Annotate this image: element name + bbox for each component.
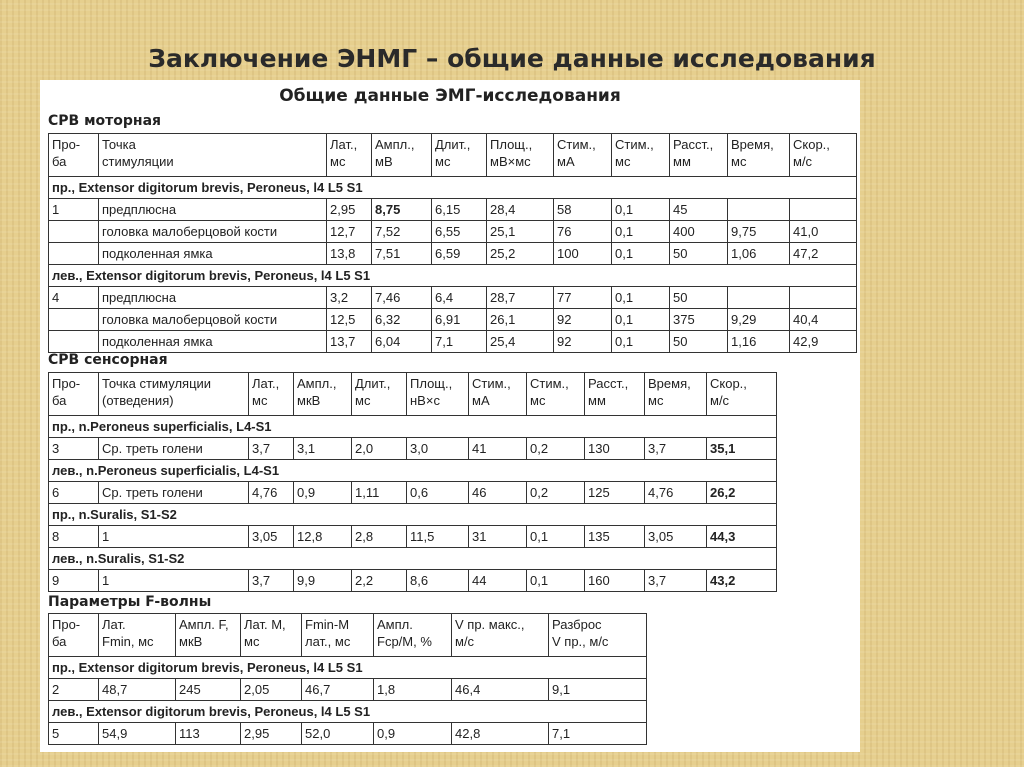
column-header bbox=[302, 614, 374, 657]
column-header-line: мс bbox=[648, 393, 664, 408]
table-cell: 2,8 bbox=[352, 526, 407, 548]
table-cell: 41 bbox=[469, 438, 527, 460]
table-cell: 25,1 bbox=[487, 221, 554, 243]
table-cell: предплюсна bbox=[99, 287, 327, 309]
column-header-line: мс bbox=[330, 154, 346, 169]
column-header-line: мВ×мс bbox=[490, 154, 531, 169]
table-cell bbox=[728, 287, 790, 309]
column-header-line: Ампл., bbox=[375, 137, 415, 152]
table-cell bbox=[790, 287, 857, 309]
column-header-line: Ампл. bbox=[377, 617, 413, 632]
table-cell: 6 bbox=[49, 482, 99, 504]
column-header-line: Расст., bbox=[588, 376, 629, 391]
column-header-line: ба bbox=[52, 154, 67, 169]
table-row bbox=[49, 199, 857, 221]
table-cell: 0,1 bbox=[612, 221, 670, 243]
table-cell: 3,7 bbox=[645, 438, 707, 460]
group-row bbox=[49, 265, 857, 287]
table-cell: 52,0 bbox=[302, 723, 374, 745]
column-header-line: мс bbox=[731, 154, 747, 169]
table-cell: 46,7 bbox=[302, 679, 374, 701]
column-header bbox=[352, 373, 407, 416]
table-cell: 50 bbox=[670, 287, 728, 309]
table-cell: 42,8 bbox=[452, 723, 549, 745]
table-cell: 35,1 bbox=[707, 438, 777, 460]
table-cell: 3,05 bbox=[645, 526, 707, 548]
column-header-line: Разброс bbox=[552, 617, 602, 632]
column-header-line: мс bbox=[615, 154, 631, 169]
table-cell: 28,7 bbox=[487, 287, 554, 309]
fwave-section-title: Параметры F-волны bbox=[48, 594, 212, 610]
table-cell: 5 bbox=[49, 723, 99, 745]
table-cell: 1,06 bbox=[728, 243, 790, 265]
column-header-line: Про- bbox=[52, 137, 81, 152]
column-header bbox=[432, 134, 487, 177]
group-label: лев., Extensor digitorum brevis, Peroneus, l4 L5 S1 bbox=[49, 265, 857, 287]
table-cell: 4 bbox=[49, 287, 99, 309]
table-cell: 3,7 bbox=[249, 570, 294, 592]
table-cell: 6,32 bbox=[372, 309, 432, 331]
table-cell: 46 bbox=[469, 482, 527, 504]
column-header-line: Время, bbox=[648, 376, 691, 391]
group-label: лев., n.Suralis, S1-S2 bbox=[49, 548, 777, 570]
group-row bbox=[49, 416, 777, 438]
table-cell: 8 bbox=[49, 526, 99, 548]
column-header-line: Площ., bbox=[490, 137, 533, 152]
group-label: лев., Extensor digitorum brevis, Peroneus, l4 L5 S1 bbox=[49, 701, 647, 723]
column-header-line: Точка bbox=[102, 137, 136, 152]
group-label: пр., n.Peroneus superficialis, L4-S1 bbox=[49, 416, 777, 438]
column-header-line: Про- bbox=[52, 376, 81, 391]
table-cell: 25,2 bbox=[487, 243, 554, 265]
table-row bbox=[49, 221, 857, 243]
table-cell: 0,1 bbox=[612, 331, 670, 353]
column-header bbox=[241, 614, 302, 657]
table-cell: Ср. треть голени bbox=[99, 482, 249, 504]
table-cell: 50 bbox=[670, 331, 728, 353]
column-header-line: мА bbox=[557, 154, 575, 169]
column-header-line: лат., мс bbox=[305, 634, 351, 649]
column-header bbox=[176, 614, 241, 657]
table-header-row bbox=[49, 134, 857, 177]
table-row bbox=[49, 287, 857, 309]
table-cell bbox=[49, 331, 99, 353]
column-header-line: нВ×с bbox=[410, 393, 440, 408]
column-header-line: Ампл., bbox=[297, 376, 337, 391]
column-header-line: ба bbox=[52, 393, 67, 408]
column-header bbox=[99, 134, 327, 177]
column-header-line: мкВ bbox=[179, 634, 203, 649]
column-header-line: V пр. макс., bbox=[455, 617, 525, 632]
table-cell: 6,15 bbox=[432, 199, 487, 221]
table-cell: 160 bbox=[585, 570, 645, 592]
column-header bbox=[707, 373, 777, 416]
table-cell: 6,55 bbox=[432, 221, 487, 243]
column-header bbox=[49, 134, 99, 177]
table-cell: 125 bbox=[585, 482, 645, 504]
table-cell: 47,2 bbox=[790, 243, 857, 265]
group-row bbox=[49, 657, 647, 679]
column-header bbox=[327, 134, 372, 177]
table-cell: 0,2 bbox=[527, 482, 585, 504]
column-header-line: Скор., bbox=[710, 376, 747, 391]
table-cell: 92 bbox=[554, 331, 612, 353]
column-header-line: Лат. М, bbox=[244, 617, 286, 632]
table-cell: 9 bbox=[49, 570, 99, 592]
table-cell: 28,4 bbox=[487, 199, 554, 221]
document-image bbox=[40, 80, 860, 752]
table-cell: 7,1 bbox=[549, 723, 647, 745]
table-cell: головка малоберцовой кости bbox=[99, 309, 327, 331]
table-row bbox=[49, 482, 777, 504]
table-cell: 0,1 bbox=[527, 570, 585, 592]
sensory-section-title: СРВ сенсорная bbox=[48, 352, 168, 368]
column-header-line: Стим., bbox=[557, 137, 596, 152]
column-header-line: м/с bbox=[455, 634, 475, 649]
column-header-line: Время, bbox=[731, 137, 774, 152]
column-header bbox=[585, 373, 645, 416]
table-cell: 2,0 bbox=[352, 438, 407, 460]
table-cell: 135 bbox=[585, 526, 645, 548]
column-header bbox=[549, 614, 647, 657]
column-header bbox=[374, 614, 452, 657]
table-cell: 245 bbox=[176, 679, 241, 701]
table-cell: 0,2 bbox=[527, 438, 585, 460]
table-cell: 3,7 bbox=[249, 438, 294, 460]
table-cell: 375 bbox=[670, 309, 728, 331]
table-cell: 3,05 bbox=[249, 526, 294, 548]
group-row bbox=[49, 701, 647, 723]
column-header bbox=[527, 373, 585, 416]
column-header-line: Стим., bbox=[472, 376, 511, 391]
table-cell: 44,3 bbox=[707, 526, 777, 548]
table-cell: 77 bbox=[554, 287, 612, 309]
column-header-line: м/с bbox=[793, 154, 813, 169]
table-cell: 46,4 bbox=[452, 679, 549, 701]
column-header-line: мм bbox=[673, 154, 691, 169]
table-cell: 42,9 bbox=[790, 331, 857, 353]
table-cell: 1 bbox=[99, 570, 249, 592]
table-cell: 76 bbox=[554, 221, 612, 243]
group-label: пр., Extensor digitorum brevis, Peroneus, l4 L5 S1 bbox=[49, 657, 647, 679]
column-header bbox=[487, 134, 554, 177]
table-cell bbox=[728, 199, 790, 221]
table-cell: 100 bbox=[554, 243, 612, 265]
table-cell: 48,7 bbox=[99, 679, 176, 701]
table-cell: 12,8 bbox=[294, 526, 352, 548]
table-cell: 0,6 bbox=[407, 482, 469, 504]
table-cell: 0,9 bbox=[374, 723, 452, 745]
table-row bbox=[49, 309, 857, 331]
column-header-line: Расст., bbox=[673, 137, 714, 152]
column-header bbox=[790, 134, 857, 177]
table-cell: 6,04 bbox=[372, 331, 432, 353]
group-label: пр., n.Suralis, S1-S2 bbox=[49, 504, 777, 526]
table-cell: 8,6 bbox=[407, 570, 469, 592]
table-cell: 92 bbox=[554, 309, 612, 331]
group-row bbox=[49, 548, 777, 570]
table-header-row bbox=[49, 373, 777, 416]
table-cell: 400 bbox=[670, 221, 728, 243]
column-header-line: ба bbox=[52, 634, 67, 649]
motor-section-title: СРВ моторная bbox=[48, 113, 162, 129]
table-cell: 1,8 bbox=[374, 679, 452, 701]
column-header bbox=[452, 614, 549, 657]
table-cell: 0,1 bbox=[527, 526, 585, 548]
table-cell: 13,8 bbox=[327, 243, 372, 265]
table-cell bbox=[49, 243, 99, 265]
table-cell: 1 bbox=[99, 526, 249, 548]
table-cell: 0,1 bbox=[612, 199, 670, 221]
table-cell bbox=[49, 221, 99, 243]
table-cell bbox=[790, 199, 857, 221]
table-cell: 13,7 bbox=[327, 331, 372, 353]
table-cell: 6,4 bbox=[432, 287, 487, 309]
column-header-line: мкВ bbox=[297, 393, 321, 408]
table-cell: 7,52 bbox=[372, 221, 432, 243]
table-cell: 43,2 bbox=[707, 570, 777, 592]
column-header bbox=[99, 614, 176, 657]
table-cell: подколенная ямка bbox=[99, 243, 327, 265]
column-header bbox=[469, 373, 527, 416]
table-cell: 45 bbox=[670, 199, 728, 221]
table-cell: 0,1 bbox=[612, 309, 670, 331]
table-cell: 26,1 bbox=[487, 309, 554, 331]
table-cell: 41,0 bbox=[790, 221, 857, 243]
group-label: пр., Extensor digitorum brevis, Peroneus, l4 L5 S1 bbox=[49, 177, 857, 199]
table-cell: 44 bbox=[469, 570, 527, 592]
column-header-line: мВ bbox=[375, 154, 393, 169]
table-row bbox=[49, 331, 857, 353]
column-header-line: мс bbox=[530, 393, 546, 408]
table-cell: 4,76 bbox=[249, 482, 294, 504]
column-header-line: стимуляции bbox=[102, 154, 174, 169]
table-cell: 54,9 bbox=[99, 723, 176, 745]
column-header bbox=[670, 134, 728, 177]
table-cell: 12,7 bbox=[327, 221, 372, 243]
table-cell: Ср. треть голени bbox=[99, 438, 249, 460]
column-header-line: Лат. bbox=[102, 617, 126, 632]
column-header-line: м/с bbox=[710, 393, 730, 408]
table-cell: предплюсна bbox=[99, 199, 327, 221]
fwave-parameters-table bbox=[48, 613, 647, 745]
column-header-line: мс bbox=[355, 393, 371, 408]
column-header bbox=[728, 134, 790, 177]
table-cell: 1 bbox=[49, 199, 99, 221]
column-header-line: Лат., bbox=[330, 137, 358, 152]
column-header bbox=[372, 134, 432, 177]
slide-title: Заключение ЭНМГ – общие данные исследования bbox=[148, 44, 876, 73]
column-header bbox=[249, 373, 294, 416]
table-row bbox=[49, 243, 857, 265]
table-cell: 50 bbox=[670, 243, 728, 265]
column-header bbox=[645, 373, 707, 416]
group-row bbox=[49, 504, 777, 526]
motor-conduction-table bbox=[48, 133, 857, 353]
table-cell: 3,1 bbox=[294, 438, 352, 460]
table-cell: 8,75 bbox=[372, 199, 432, 221]
table-cell: 40,4 bbox=[790, 309, 857, 331]
table-row bbox=[49, 438, 777, 460]
column-header-line: Fmin-M bbox=[305, 617, 350, 632]
column-header-line: мА bbox=[472, 393, 490, 408]
table-cell: 7,51 bbox=[372, 243, 432, 265]
group-row bbox=[49, 460, 777, 482]
table-cell: 3,7 bbox=[645, 570, 707, 592]
table-cell: 9,9 bbox=[294, 570, 352, 592]
column-header-line: Fср/М, % bbox=[377, 634, 432, 649]
table-cell: 9,29 bbox=[728, 309, 790, 331]
table-cell: 2,95 bbox=[241, 723, 302, 745]
column-header-line: Длит., bbox=[355, 376, 391, 391]
table-cell: 2,2 bbox=[352, 570, 407, 592]
table-cell: 12,5 bbox=[327, 309, 372, 331]
table-cell: 25,4 bbox=[487, 331, 554, 353]
table-cell: 3 bbox=[49, 438, 99, 460]
column-header bbox=[294, 373, 352, 416]
table-cell: 130 bbox=[585, 438, 645, 460]
column-header bbox=[612, 134, 670, 177]
column-header-line: мм bbox=[588, 393, 606, 408]
table-cell: 2 bbox=[49, 679, 99, 701]
table-cell: 7,1 bbox=[432, 331, 487, 353]
table-cell: 3,2 bbox=[327, 287, 372, 309]
table-cell: 2,95 bbox=[327, 199, 372, 221]
column-header-line: (отведения) bbox=[102, 393, 174, 408]
group-row bbox=[49, 177, 857, 199]
table-cell: 4,76 bbox=[645, 482, 707, 504]
table-header-row bbox=[49, 614, 647, 657]
table-cell: 26,2 bbox=[707, 482, 777, 504]
column-header bbox=[554, 134, 612, 177]
table-cell: 9,1 bbox=[549, 679, 647, 701]
table-cell: 0,9 bbox=[294, 482, 352, 504]
table-row bbox=[49, 570, 777, 592]
column-header-line: Скор., bbox=[793, 137, 830, 152]
table-cell: подколенная ямка bbox=[99, 331, 327, 353]
column-header bbox=[49, 614, 99, 657]
column-header-line: V пр., м/с bbox=[552, 634, 609, 649]
table-cell: 58 bbox=[554, 199, 612, 221]
table-cell: 2,05 bbox=[241, 679, 302, 701]
column-header-line: Длит., bbox=[435, 137, 471, 152]
column-header bbox=[49, 373, 99, 416]
table-cell: 9,75 bbox=[728, 221, 790, 243]
column-header-line: мс bbox=[435, 154, 451, 169]
table-cell bbox=[49, 309, 99, 331]
table-cell: головка малоберцовой кости bbox=[99, 221, 327, 243]
table-cell: 0,1 bbox=[612, 243, 670, 265]
table-cell: 6,91 bbox=[432, 309, 487, 331]
column-header-line: Fmin, мс bbox=[102, 634, 154, 649]
column-header-line: мс bbox=[252, 393, 268, 408]
table-cell: 6,59 bbox=[432, 243, 487, 265]
column-header-line: Точка стимуляции bbox=[102, 376, 212, 391]
table-cell: 7,46 bbox=[372, 287, 432, 309]
sensory-conduction-table bbox=[48, 372, 777, 592]
column-header-line: Стим., bbox=[615, 137, 654, 152]
table-row bbox=[49, 526, 777, 548]
table-cell: 31 bbox=[469, 526, 527, 548]
table-cell: 11,5 bbox=[407, 526, 469, 548]
table-cell: 113 bbox=[176, 723, 241, 745]
column-header-line: Лат., bbox=[252, 376, 280, 391]
column-header-line: Стим., bbox=[530, 376, 569, 391]
table-cell: 3,0 bbox=[407, 438, 469, 460]
table-cell: 1,16 bbox=[728, 331, 790, 353]
table-cell: 1,11 bbox=[352, 482, 407, 504]
column-header-line: Площ., bbox=[410, 376, 453, 391]
group-label: лев., n.Peroneus superficialis, L4-S1 bbox=[49, 460, 777, 482]
column-header bbox=[407, 373, 469, 416]
table-row bbox=[49, 723, 647, 745]
column-header-line: Про- bbox=[52, 617, 81, 632]
document-title: Общие данные ЭМГ-исследования bbox=[279, 86, 621, 106]
column-header-line: Ампл. F, bbox=[179, 617, 229, 632]
table-cell: 0,1 bbox=[612, 287, 670, 309]
column-header-line: мс bbox=[244, 634, 260, 649]
table-row bbox=[49, 679, 647, 701]
column-header bbox=[99, 373, 249, 416]
